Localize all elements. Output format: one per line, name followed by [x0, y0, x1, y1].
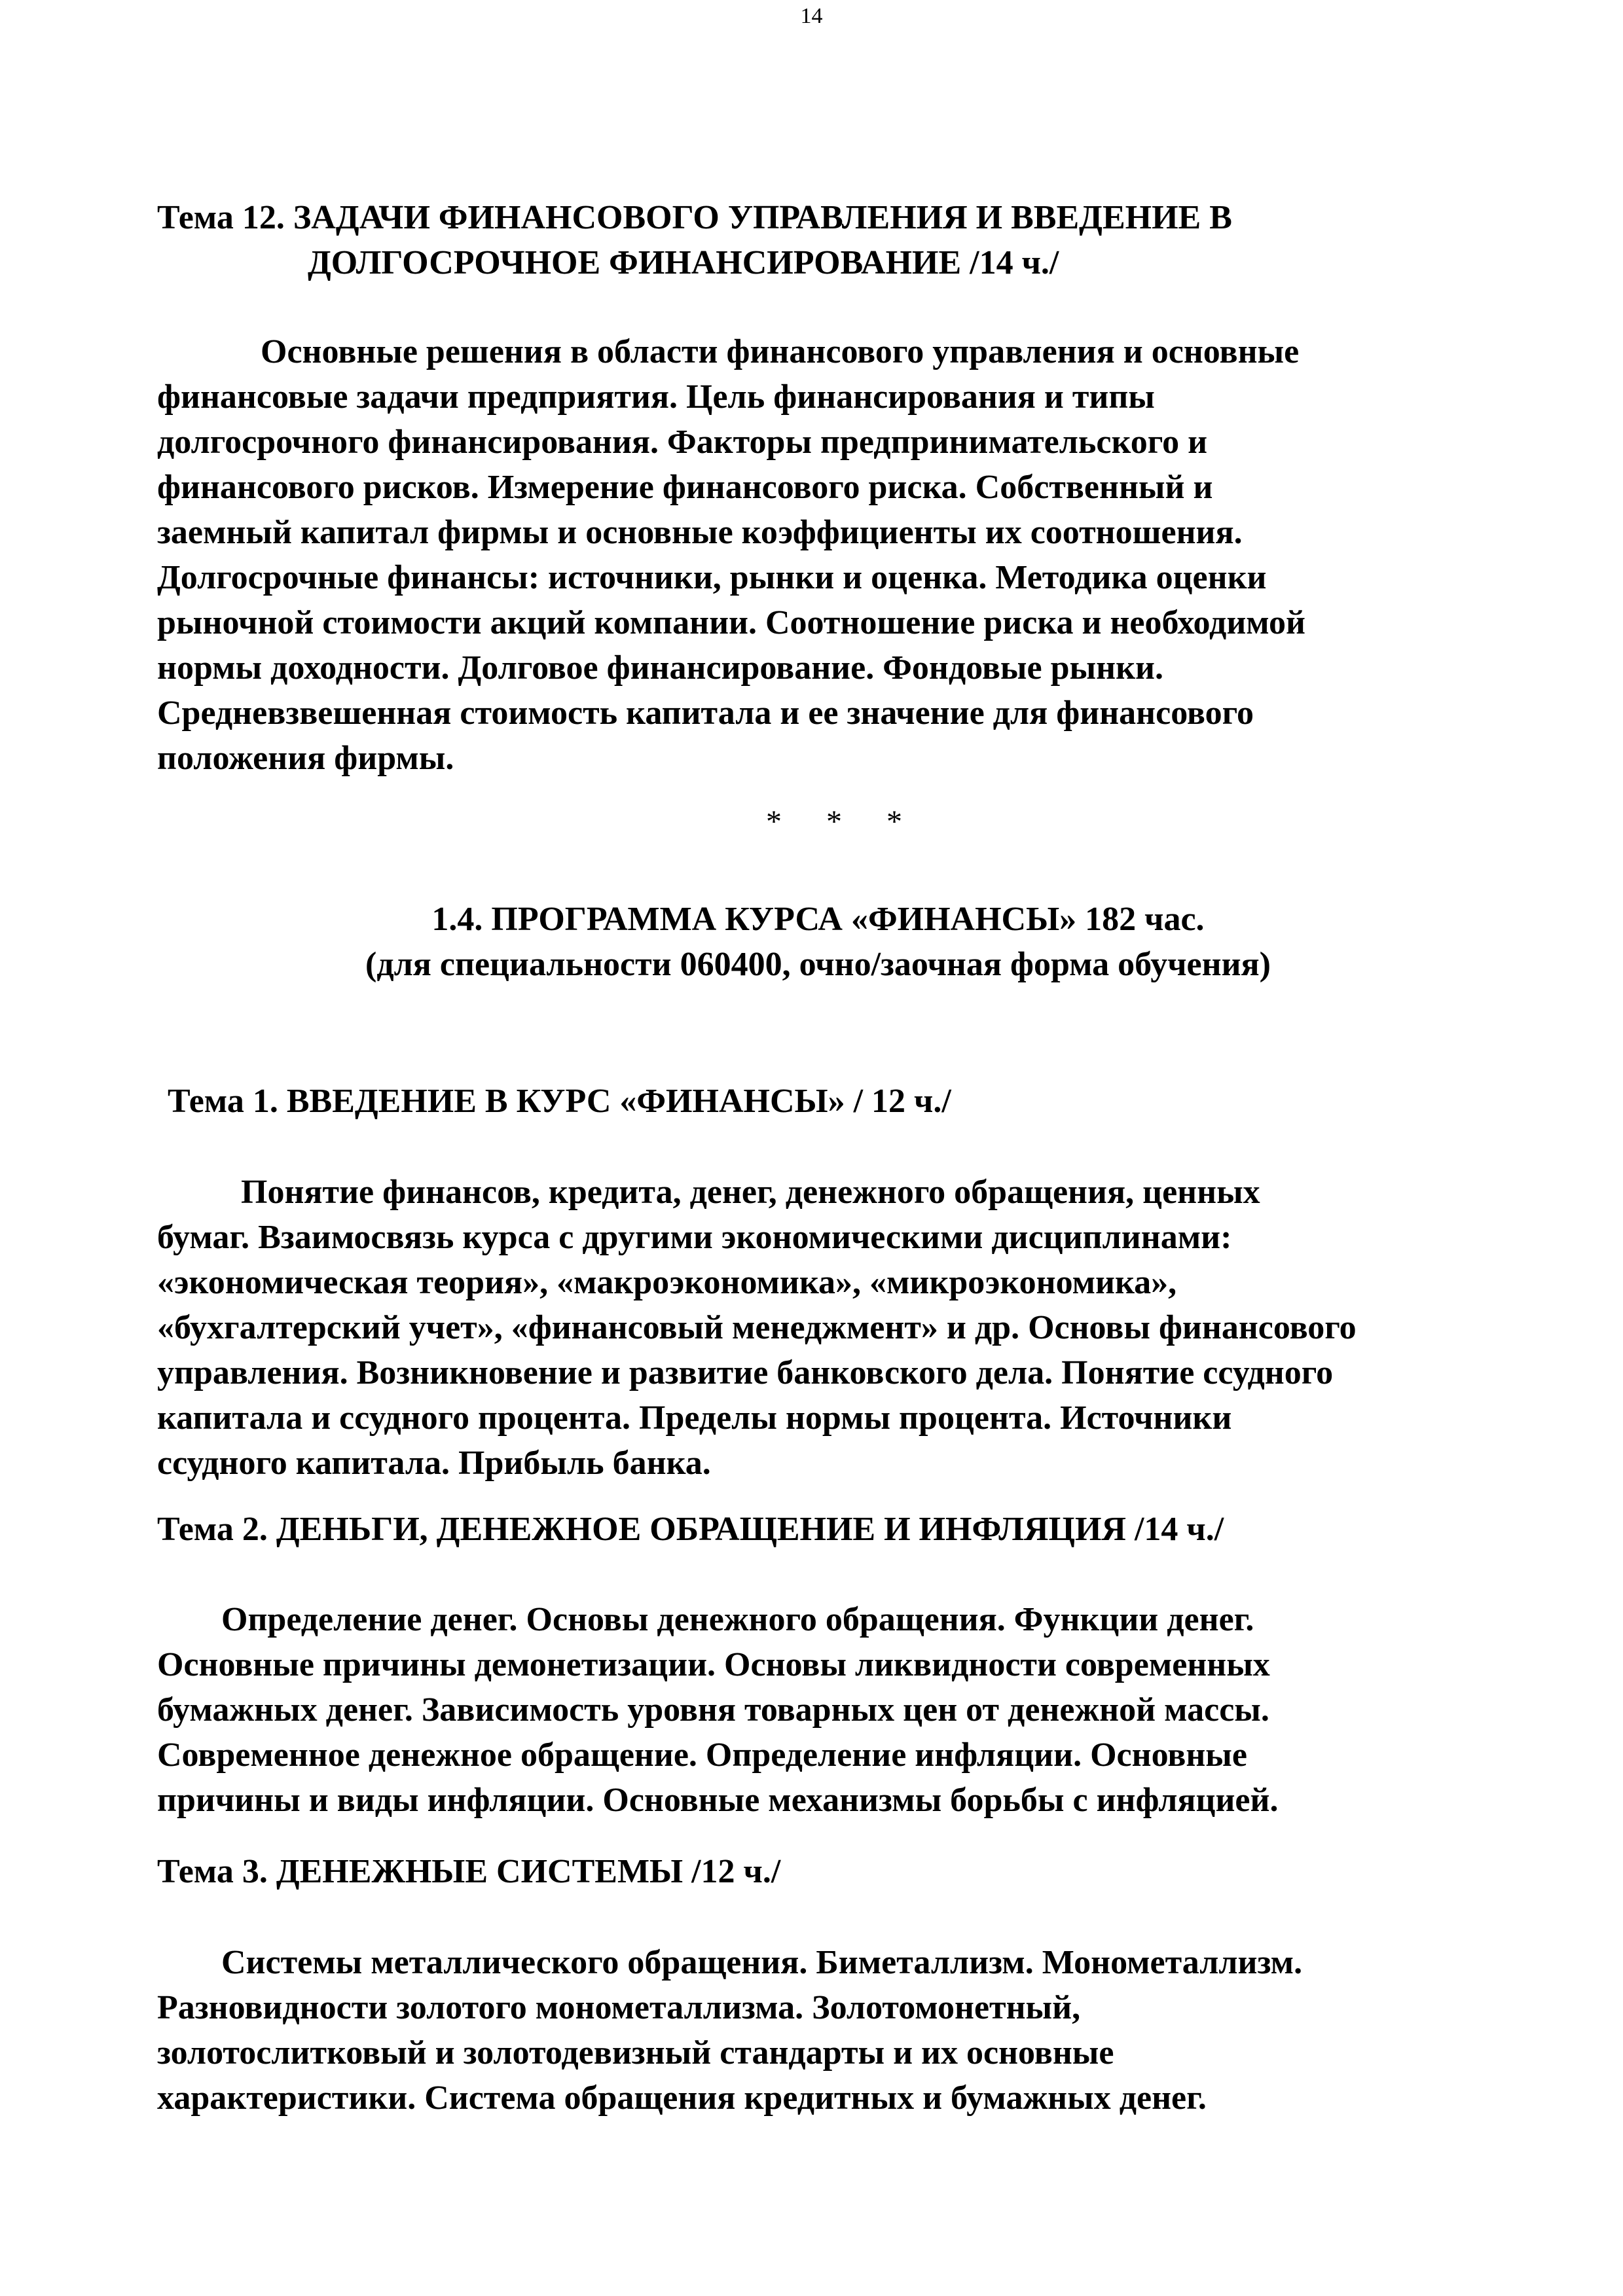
- paragraph-line: заемный капитал фирмы и основные коэффициенты их соотношения.: [157, 514, 1243, 551]
- topic2-heading: Тема 2. ДЕНЬГИ, ДЕНЕЖНОЕ ОБРАЩЕНИЕ И ИНФЛЯЦИЯ /14 ч./: [157, 1511, 1224, 1548]
- paragraph-line: Основные решения в области финансового управления и основные: [261, 333, 1300, 370]
- paragraph-line: нормы доходности. Долговое финансирование. Фондовые рынки.: [157, 649, 1163, 687]
- paragraph-line: финансовые задачи предприятия. Цель финансирования и типы: [157, 378, 1155, 416]
- paragraph-line: золотослитковый и золотодевизный стандарты и их основные: [157, 2034, 1114, 2072]
- paragraph-line: положения фирмы.: [157, 740, 454, 777]
- paragraph-line: финансового рисков. Измерение финансового риска. Собственный и: [157, 469, 1213, 506]
- topic12-heading: [157, 195, 1232, 285]
- topic1-heading: Тема 1. ВВЕДЕНИЕ В КУРС «ФИНАНСЫ» / 12 ч./: [168, 1083, 951, 1120]
- paragraph-line: бумажных денег. Зависимость уровня товарных цен от денежной массы.: [157, 1691, 1269, 1729]
- topic3-body: [157, 1940, 1302, 2121]
- paragraph-line: капитала и ссудного процента. Пределы нормы процента. Источники: [157, 1399, 1232, 1437]
- paragraph-line: Современное денежное обращение. Определение инфляции. Основные: [157, 1736, 1247, 1774]
- topic1-body: [157, 1170, 1357, 1486]
- paragraph-line: ссудного капитала. Прибыль банка.: [157, 1444, 711, 1482]
- program-heading: [0, 897, 1623, 987]
- section-separator: * * *: [766, 804, 921, 839]
- paragraph-line: рыночной стоимости акций компании. Соотношение риска и необходимой: [157, 604, 1305, 641]
- page-number: 14: [800, 4, 823, 28]
- paragraph-line: долгосрочного финансирования. Факторы предпринимательского и: [157, 423, 1208, 461]
- paragraph-line: Разновидности золотого монометаллизма. Золотомонетный,: [157, 1989, 1081, 2026]
- paragraph-line: «бухгалтерский учет», «финансовый менеджмент» и др. Основы финансового: [157, 1309, 1357, 1346]
- topic12-heading-line: ДОЛГОСРОЧНОЕ ФИНАНСИРОВАНИЕ /14 ч./: [308, 244, 1059, 281]
- topic3-heading: Тема 3. ДЕНЕЖНЫЕ СИСТЕМЫ /12 ч./: [157, 1853, 781, 1890]
- program-subtitle: (для специальности 060400, очно/заочная форма обучения): [365, 946, 1271, 983]
- paragraph-line: Понятие финансов, кредита, денег, денежного обращения, ценных: [241, 1174, 1260, 1211]
- paragraph-line: управления. Возникновение и развитие банковского дела. Понятие ссудного: [157, 1354, 1334, 1391]
- topic12-heading-line: Тема 12. ЗАДАЧИ ФИНАНСОВОГО УПРАВЛЕНИЯ И ВВЕДЕНИЕ В: [157, 199, 1232, 236]
- topic12-body: [157, 329, 1305, 781]
- paragraph-line: характеристики. Система обращения кредитных и бумажных денег.: [157, 2079, 1207, 2117]
- paragraph-line: бумаг. Взаимосвязь курса с другими экономическими дисциплинами:: [157, 1219, 1232, 1256]
- paragraph-line: «экономическая теория», «макроэкономика», «микроэкономика»,: [157, 1264, 1177, 1301]
- paragraph-line: Системы металлического обращения. Биметаллизм. Монометаллизм.: [221, 1944, 1303, 1981]
- paragraph-line: Основные причины демонетизации. Основы ликвидности современных: [157, 1646, 1270, 1683]
- paragraph-line: Средневзвешенная стоимость капитала и ее значение для финансового: [157, 694, 1254, 732]
- paragraph-line: Определение денег. Основы денежного обращения. Функции денег.: [221, 1601, 1254, 1638]
- topic2-body: [157, 1597, 1278, 1823]
- paragraph-line: Долгосрочные финансы: источники, рынки и оценка. Методика оценки: [157, 559, 1267, 596]
- program-title: 1.4. ПРОГРАММА КУРСА «ФИНАНСЫ» 182 час.: [431, 901, 1205, 938]
- paragraph-line: причины и виды инфляции. Основные механизмы борьбы с инфляцией.: [157, 1782, 1279, 1819]
